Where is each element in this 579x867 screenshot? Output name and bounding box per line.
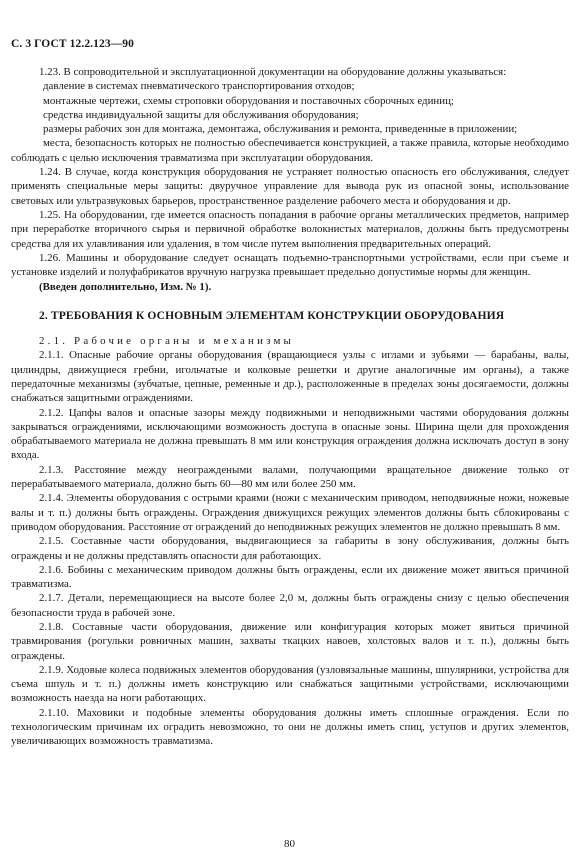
list-item: размеры рабочих зон для монтажа, демонтажа, обслуживания и ремонта, приведенные в приложении; [43,123,518,136]
subsection-2-1-title: 2.1. Рабочие органы и механизмы [39,335,295,348]
clause-2-1-4: 2.1.4. Элементы оборудования с острыми краями (ножи с механическим приводом, неподвижные ножи, ножевые валы и т. п.) должны быть ограждены. Ограждения движущихся режущих элементов должны быть сблокированы с приводом оборудования. Расстояние от ограждений до неподвижных режущих элементов не должно превышать 8 мм. [11,492,569,533]
page-header: С. 3 ГОСТ 12.2.123—90 [11,38,134,50]
clause-1-24: 1.24. В случае, когда конструкция оборудования не устраняет полностью опасность его обслуживания, следует применять специальные меры защиты: двуручное управление для вывода рук из опасной зоны, использование световых или ультразвуковых барьеров, пространственное разделение рабочего места и оборудования и др. [11,166,569,207]
document-body [11,65,569,749]
list-item: средства индивидуальной защиты для обслуживания оборудования; [43,108,359,121]
clause-2-1-6: 2.1.6. Бобины с механическим приводом должны быть ограждены, если их движение может явиться причиной травматизма. [11,563,569,591]
clause-1-26: 1.26. Машины и оборудование следует оснащать подъемно-транспортными устройствами, если при съеме и установке изделий и полуфабрикатов вручную нагрузка превышает предельно допустимые нормы для женщин. [11,251,569,279]
clause-2-1-9: 2.1.9. Ходовые колеса подвижных элементов оборудования (узловязальные машины, шпулярники, устройства для съема шпуль и т. п.) должны иметь конструкцию или снабжаться защитными устройствами, исключающими возможность наезда на ноги работающих. [11,663,569,705]
clause-2-1-7: 2.1.7. Детали, перемещающиеся на высоте более 2,0 м, должны быть ограждены снизу с целью обеспечения безопасности труда в рабочей зоне. [11,592,569,619]
list-item: монтажные чертежи, схемы строповки оборудования и поставочных сборочных единиц; [43,94,454,107]
clause-1-23-intro: 1.23. В сопроводительной и эксплуатационной документации на оборудование должны указываться: [39,66,507,78]
list-item: давление в системах пневматического транспортирования отходов; [43,80,355,93]
section-2-title: 2. ТРЕБОВАНИЯ К ОСНОВНЫМ ЭЛЕМЕНТАМ КОНСТРУКЦИИ ОБОРУДОВАНИЯ [39,308,505,322]
list-item: места, безопасность которых не полностью обеспечивается конструкцией, а также правила, которые необходимо соблюдать с целью исключения травматизма при эксплуатации оборудования. [11,137,569,164]
clause-2-1-5: 2.1.5. Составные части оборудования, выдвигающиеся за габариты в зону обслуживания, должны быть ограждены и не должны представлять опасности для работающих. [11,535,569,562]
clause-2-1-10: 2.1.10. Маховики и подобные элементы оборудования должны иметь сплошные ограждения. Если по технологическим причинам их оградить невозможно, то они не должны иметь спиц, уступов и других элементов, увеличивающих возможность травматизма. [11,706,569,748]
clause-2-1-3: 2.1.3. Расстояние между неограждеными валами, получающими вращательное движение только от перерабатываемого материала, должно быть 60—80 мм или более 250 мм. [11,463,569,491]
clause-1-25: 1.25. На оборудовании, где имеется опасность попадания в рабочие органы металлических предметов, например при переработке вторичного сырья и первичной обработке волокнистых материалов, должны быть предусмотрены средства для их улавливания или удаления, в том числе путем выполнения предварительных операций. [11,208,569,250]
page-number: 80 [284,838,295,850]
clause-2-1-2: 2.1.2. Цапфы валов и опасные зазоры между подвижными и неподвижными частями оборудования должны закрываться ограждениями, исключающими возможность доступа в опасные зоны. Ширина щели для прохождения обрабатываемого материала не должна превышать 8 мм или конструкция ограждения должна исключать доступ в зону входа. [11,406,569,462]
clause-2-1-1: 2.1.1. Опасные рабочие органы оборудования (вращающиеся узлы с иглами и зубьями — барабаны, валы, цилиндры, движущиеся гребни, игольчатые и колковые решетки и другие аналогичные им органы), а также передаточные механизмы (зубчатые, цепные, ременные и др.), расположенные в пределах зоны досягаемости, должны снабжаться защитными ограждениями. [11,349,569,405]
clause-2-1-8: 2.1.8. Составные части оборудования, движение или конфигурация которых может явиться причиной травмирования (рогульки ровничных машин, захваты ткацких навоев, холстовых валов и т. п.), должны быть ограждены. [11,620,569,662]
amendment-note: (Введен дополнительно, Изм. № 1). [39,281,212,294]
